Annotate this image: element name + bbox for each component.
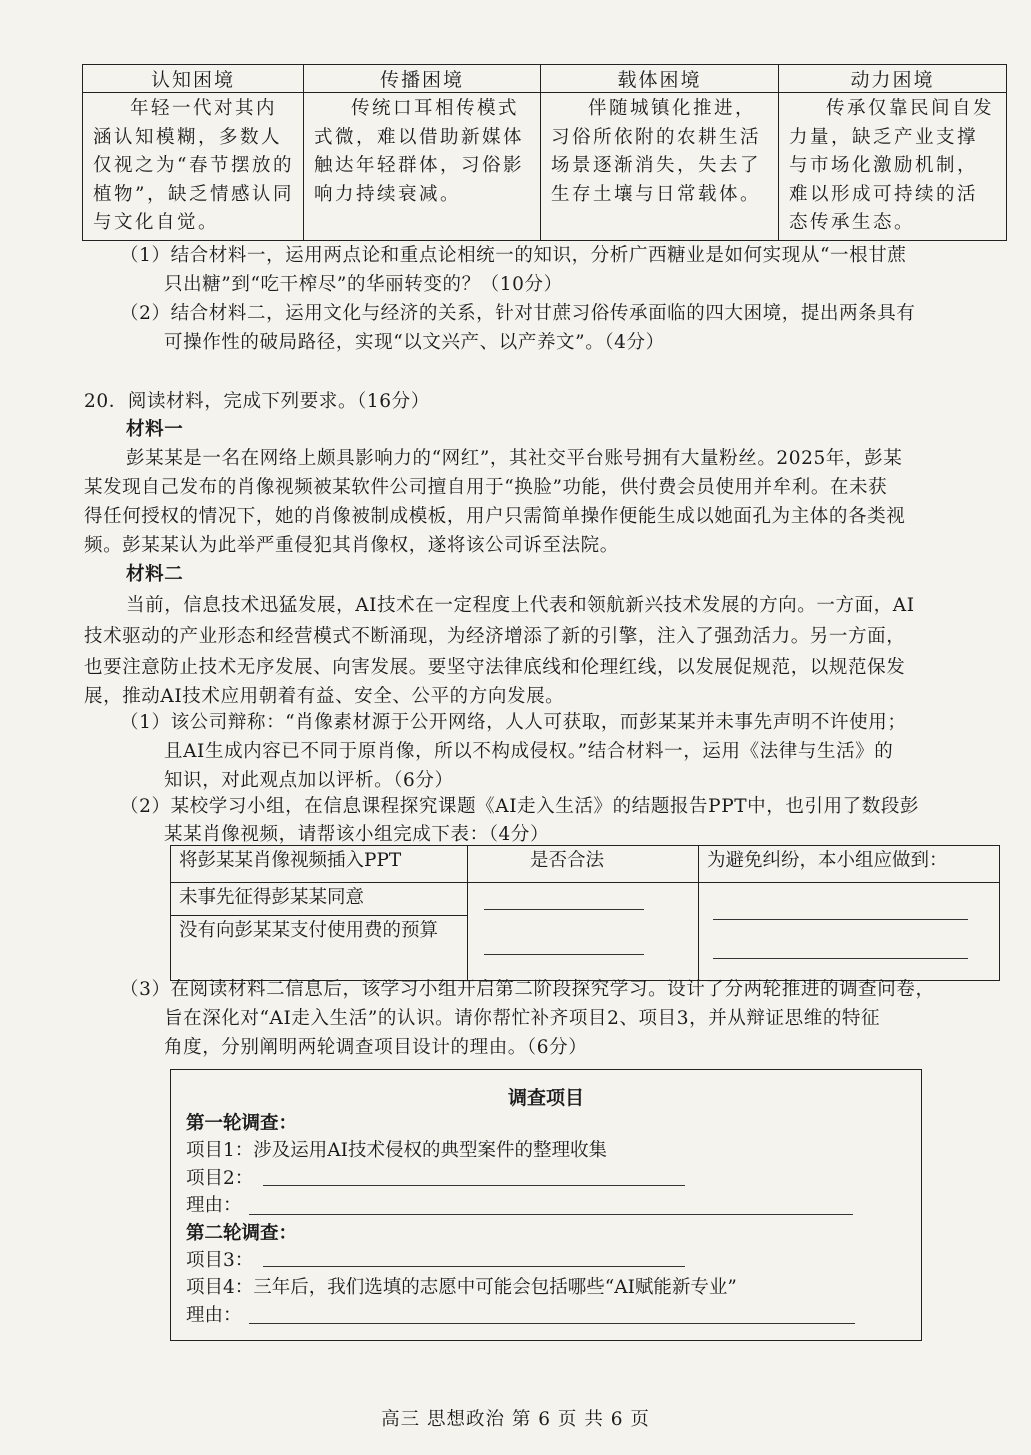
material-1-line1: 彭某某是一名在网络上颇具影响力的“网红”，其社交平台账号拥有大量粉丝。2025年，彭某 (126, 448, 903, 469)
survey-reason-1-label: 理由： (186, 1195, 242, 1216)
material-2-line2: 技术驱动的产业形态和经营模式不断涌现，为经济增添了新的引擎，注入了强劲活力。另一方面， (84, 626, 906, 647)
q20-heading: 20．阅读材料，完成下列要求。（16分） (84, 391, 430, 412)
survey-item-4: 项目4：三年后，我们选填的志愿中可能会包括哪些“AI赋能新专业” (186, 1277, 737, 1298)
ppt-should-do-cell (699, 883, 1000, 981)
material-1-title: 材料一 (126, 419, 184, 440)
should-do-blank-2[interactable] (713, 942, 968, 959)
q20-sub1-line1: （1）该公司辩称：“肖像素材源于公开网络，人人可获取，而彭某某并未事先声明不许使用； (120, 712, 907, 733)
cell-spread: 传统口耳相传模式式微，难以借助新媒体触达年轻群体，习俗影响力持续衰减。 (304, 93, 541, 241)
q20-sub3-line3: 角度，分别阐明两轮调查项目设计的理由。（6分） (164, 1037, 588, 1058)
survey-item-2-label: 项目2： (186, 1168, 254, 1189)
q20-sub2-line2: 某某肖像视频，请帮该小组完成下表：（4分） (164, 824, 550, 845)
survey-item-1: 项目1：涉及运用AI技术侵权的典型案件的整理收集 (186, 1140, 607, 1161)
ppt-row2-label: 没有向彭某某支付使用费的预算 (171, 916, 468, 981)
ppt-header-legal: 是否合法 (468, 846, 699, 883)
cell-motivation: 传承仅靠民间自发力量，缺乏产业支撑与市场化激励机制，难以形成可持续的活态传承生态。 (779, 93, 1007, 241)
ppt-row1-label: 未事先征得彭某某同意 (171, 883, 468, 916)
header-carrier: 载体困境 (541, 65, 779, 93)
q19-sub1-line2: 只出糖”到“吃干榨尽”的华丽转变的？（10分） (164, 274, 563, 295)
q20-sub2-line1: （2）某校学习小组，在信息课程探究课题《AI走入生活》的结题报告PPT中，也引用了数段彭 (120, 796, 920, 817)
ppt-header-should-do: 为避免纠纷，本小组应做到： (699, 846, 1000, 883)
material-2-line4: 展，推动AI技术应用朝着有益、安全、公平的方向发展。 (84, 686, 565, 707)
q19-sub2-line2: 可操作性的破局路径，实现“以文兴产、以产养文”。（4分） (164, 332, 665, 353)
material-2-line1: 当前，信息技术迅猛发展，AI技术在一定程度上代表和领航新兴技术发展的方向。一方面，AI (126, 595, 915, 616)
cell-carrier: 伴随城镇化推进，习俗所依附的农耕生活场景逐渐消失，失去了生存土壤与日常载体。 (541, 93, 779, 241)
header-cognition: 认知困境 (83, 65, 304, 93)
survey-reason-1-blank[interactable] (249, 1214, 853, 1215)
q20-sub1-line2: 且AI生成内容已不同于原肖像，所以不构成侵权。”结合材料一，运用《法律与生活》的 (164, 741, 894, 762)
survey-item-3-blank[interactable] (263, 1266, 685, 1267)
dilemma-table (82, 64, 1007, 241)
material-1-line2: 某发现自己发布的肖像视频被某软件公司擅自用于“换脸”功能，供付费会员使用并牟利。在未获 (84, 477, 888, 498)
legal-answer-blank-2[interactable] (484, 940, 644, 955)
page-footer: 高三 思想政治 第 6 页 共 6 页 (381, 1409, 650, 1430)
ppt-legal-answer-cell (468, 883, 699, 981)
material-1-line4: 频。彭某某认为此举严重侵犯其肖像权，遂将该公司诉至法院。 (84, 535, 619, 556)
q20-sub1-line3: 知识，对此观点加以评析。（6分） (164, 770, 454, 791)
survey-round-2: 第二轮调查： (186, 1223, 298, 1244)
survey-box (170, 1069, 922, 1341)
survey-round-1: 第一轮调查： (186, 1113, 298, 1134)
q20-sub3-line2: 旨在深化对“AI走入生活”的认识。请你帮忙补齐项目2、项目3，并从辩证思维的特征 (164, 1008, 881, 1029)
material-2-line3: 也要注意防止技术无序发展、向害发展。要坚守法律底线和伦理红线，以发展促规范，以规范保发 (84, 657, 906, 678)
ppt-table (170, 845, 1000, 981)
survey-title: 调查项目 (507, 1087, 584, 1109)
ppt-header-action: 将彭某某肖像视频插入PPT (171, 846, 468, 883)
cell-cognition: 年轻一代对其内涵认知模糊，多数人仅视之为“春节摆放的植物”，缺乏情感认同与文化自觉。 (83, 93, 304, 241)
header-spread: 传播困境 (304, 65, 541, 93)
q19-sub1-line1: （1）结合材料一，运用两点论和重点论相统一的知识，分析广西糖业是如何实现从“一根甘蔗 (120, 245, 907, 266)
q19-sub2-line1: （2）结合材料二，运用文化与经济的关系，针对甘蔗习俗传承面临的四大困境，提出两条具有 (120, 303, 916, 324)
survey-reason-2-blank[interactable] (249, 1323, 855, 1324)
header-motivation: 动力困境 (779, 65, 1007, 93)
should-do-blank-1[interactable] (713, 903, 968, 920)
survey-item-3-label: 项目3： (186, 1250, 254, 1271)
q20-sub3-line1: （3）在阅读材料二信息后，该学习小组开启第二阶段探究学习。设计了分两轮推进的调查问卷， (120, 979, 935, 1000)
material-1-line3: 得任何授权的情况下，她的肖像被制成模板，用户只需简单操作便能生成以她面孔为主体的各类视 (84, 506, 906, 527)
survey-item-2-blank[interactable] (263, 1185, 685, 1186)
legal-answer-blank-1[interactable] (484, 895, 644, 910)
survey-reason-2-label: 理由： (186, 1305, 242, 1326)
material-2-title: 材料二 (126, 564, 184, 585)
